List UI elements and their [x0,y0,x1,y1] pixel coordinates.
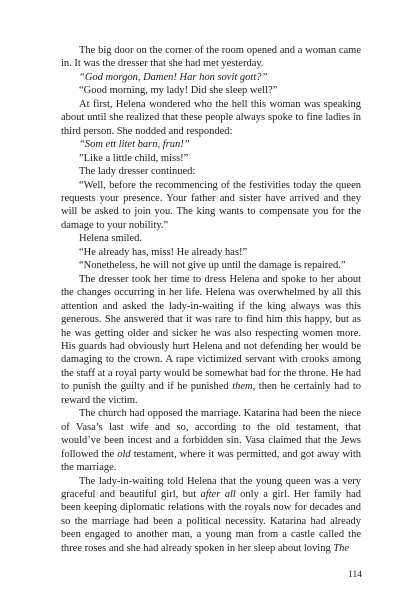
paragraph [61,179,361,233]
paragraph [61,259,361,272]
italic-text: after all [200,488,236,500]
text-run: “Good morning, my lady! Did she sleep well?” [79,85,278,97]
paragraph [61,273,361,408]
text-run: The lady-in-waiting told Helena that the young queen was a very graceful and beautiful girl, but [61,475,361,500]
italic-text: “Som ett litet barn, frun!” [79,139,190,151]
text-run: The lady dresser continued: [79,166,196,178]
paragraph [61,165,361,178]
text-run: ”Like a little child, miss!” [79,152,189,164]
text-run: “Nonetheless, he will not give up until the damage is repaired.” [79,260,346,272]
text-run: “Well, before the recommencing of the festivities today the queen requests your presence. Your father and sister have arrived and they will be asked to join you. The king wants to compensate you for the damage to your nobility.” [61,179,361,231]
italic-text: old [117,448,131,460]
paragraph [61,84,361,97]
text-run: Helena smiled. [79,233,142,245]
text-run: only a girl. Her family had been keeping diplomatic relations with the royals now for decades and so the marriage had been a political necessity. Katarina had already been engaged to another man, a young man from a castle called the three roses and she had already spoken in her sleep about loving [61,488,361,554]
text-run: The big door on the corner of the room opened and a woman came in. It was the dresser that she had met yesterday. [61,45,361,70]
italic-text: “God morgon, Damen! Har hon sovit gott?” [79,71,268,83]
text-run: At first, Helena wondered who the hell this woman was speaking about until she realized that these people always spoke to fine ladies in third person. She nodded and responded: [61,98,361,137]
paragraph [61,475,361,556]
italic-text: The [333,542,350,554]
text-run: The church had opposed the marriage. Katarina had been the niece of Vasa’s last wife and so, according to the old testament, that would’ve been incest and a forbidden sin. Vasa claimed that the Jews followed the [61,408,361,460]
paragraph [61,98,361,138]
paragraph [61,246,361,259]
paragraph [61,71,361,84]
paragraph [61,138,361,151]
paragraph [61,152,361,165]
text-run: “He already has, miss! He already has!” [79,246,248,258]
paragraph [61,232,361,245]
text-run: The dresser took her time to dress Helena and spoke to her about the changes occurring in her life. Helena was overwhelmed by all this attention and asked the lady-in-waiting if the king always was this generous. She answered that it was rare to find him this happy, but as he was getting older and sicker he was also respecting women more. His guards had obviously hurt Helena and not defending her would be damaging to the crown. A rape victimized servant with crooks among the staff at a royal party would be somewhat bad for the throne. He had to punish the guilty and if he punished [61,273,361,393]
body-text [61,44,361,555]
text-run: testament, where it was permitted, and got away with the marriage. [61,448,362,474]
text-run: , then he certainly had to reward the victim. [61,381,362,406]
paragraph [61,44,361,71]
paragraph [61,407,361,474]
italic-text: them [232,381,253,393]
page-number: 114 [348,570,362,580]
